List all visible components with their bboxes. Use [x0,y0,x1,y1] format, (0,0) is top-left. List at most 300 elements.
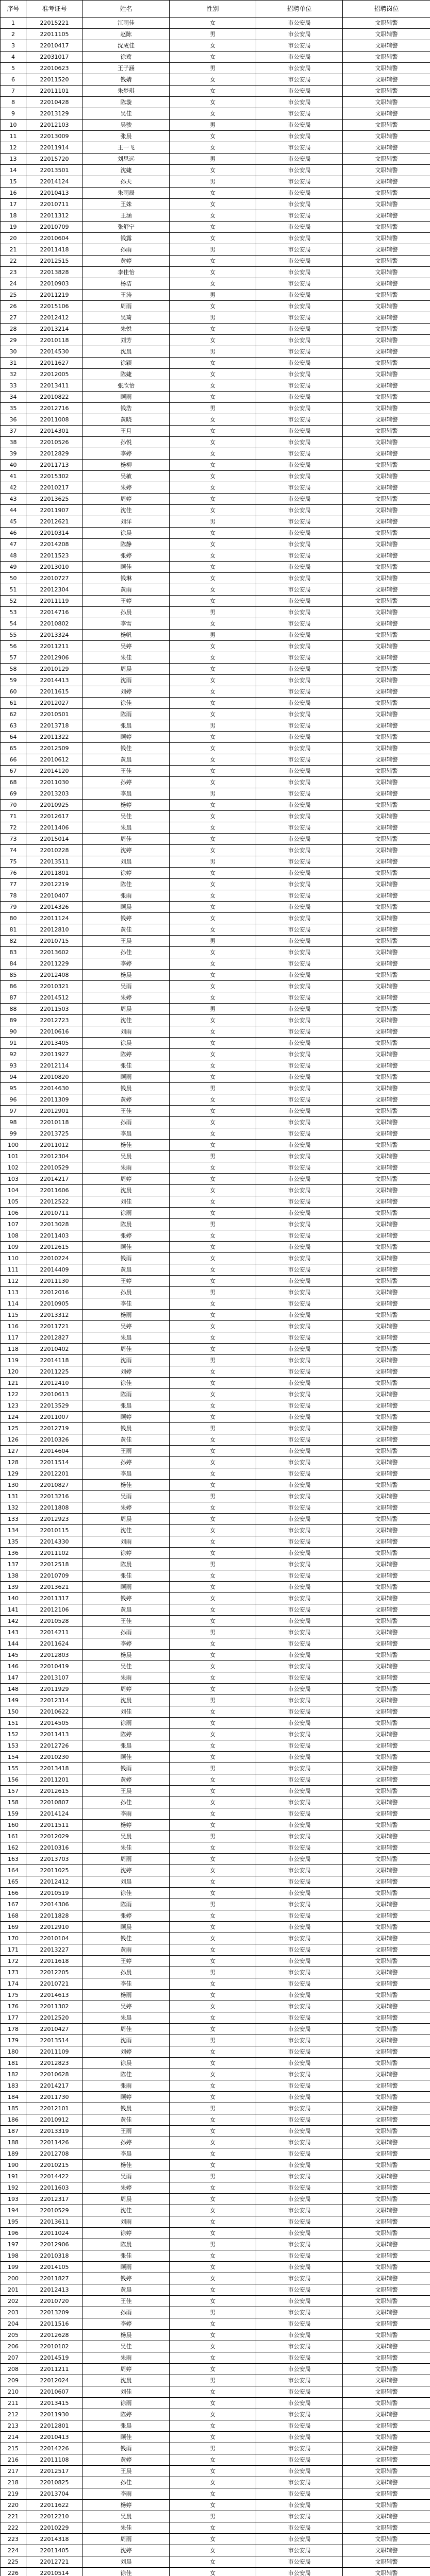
cell-name: 黄婷 [83,1774,170,1786]
cell-sex: 女 [170,1128,256,1140]
cell-name: 江雨佳 [83,18,170,29]
table-row [1,2296,430,2307]
cell-sex: 女 [170,2488,256,2500]
cell-name: 周雨 [83,301,170,312]
cell-number: 143 [1,1627,26,1638]
cell-unit: 市公安局 [256,630,343,641]
cell-sex: 女 [170,1072,256,1083]
cell-name: 徐颖 [83,358,170,369]
cell-ticket: 22011827 [26,2273,83,2284]
cell-sex: 男 [170,607,256,618]
cell-unit: 市公安局 [256,1933,343,1944]
cell-sex: 男 [170,2511,256,2522]
table-row [1,210,430,222]
cell-unit: 市公安局 [256,369,343,380]
cell-post: 文职辅警 [343,482,430,494]
cell-sex: 女 [170,86,256,97]
cell-unit: 市公安局 [256,244,343,256]
cell-post: 文职辅警 [343,573,430,584]
cell-name: 孙悦 [83,437,170,448]
cell-sex: 女 [170,2024,256,2035]
table-row [1,1196,430,1208]
cell-unit: 市公安局 [256,1026,343,1038]
cell-number: 134 [1,1525,26,1536]
cell-post: 文职辅警 [343,86,430,97]
cell-post: 文职辅警 [343,1627,430,1638]
cell-name: 吴敏 [83,471,170,482]
table-row [1,40,430,52]
cell-unit: 市公安局 [256,1922,343,1933]
cell-post: 文职辅警 [343,1151,430,1162]
cell-unit: 市公安局 [256,800,343,811]
cell-sex: 女 [170,324,256,335]
cell-ticket: 22010727 [26,573,83,584]
cell-number: 89 [1,1015,26,1026]
table-row [1,1242,430,1253]
table-row [1,29,430,40]
table-row [1,1933,430,1944]
cell-ticket: 22012024 [26,2375,83,2386]
cell-unit: 市公安局 [256,1956,343,1967]
table-row [1,1570,430,1582]
cell-name: 顾雨 [83,1072,170,1083]
cell-sex: 女 [170,1276,256,1287]
cell-unit: 市公安局 [256,1820,343,1831]
cell-name: 钱婷 [83,1593,170,1604]
cell-ticket: 22012716 [26,403,83,414]
cell-ticket: 22012803 [26,1650,83,1661]
table-row [1,1378,430,1389]
cell-unit: 市公安局 [256,2126,343,2137]
cell-post: 文职辅警 [343,981,430,992]
cell-post: 文职辅警 [343,1264,430,1276]
cell-number: 180 [1,2046,26,2058]
cell-sex: 女 [170,2058,256,2069]
cell-name: 王子涵 [83,63,170,74]
cell-name: 沈佳 [83,1525,170,1536]
cell-unit: 市公安局 [256,856,343,868]
cell-number: 60 [1,686,26,698]
cell-name: 周婷 [83,494,170,505]
cell-name: 钱晨 [83,2103,170,2114]
table-row [1,2103,430,2114]
cell-sex: 女 [170,267,256,278]
cell-unit: 市公安局 [256,1548,343,1559]
cell-post: 文职辅警 [343,2318,430,2330]
cell-number: 79 [1,902,26,913]
cell-number: 179 [1,2035,26,2046]
cell-post: 文职辅警 [343,675,430,686]
table-row [1,1276,430,1287]
cell-ticket: 22012517 [26,2466,83,2477]
cell-name: 周晨 [83,2194,170,2205]
cell-name: 朱佳 [83,1842,170,1854]
cell-unit: 市公安局 [256,1672,343,1684]
cell-post: 文职辅警 [343,1446,430,1457]
cell-name: 张晨 [83,720,170,732]
cell-number: 24 [1,278,26,290]
cell-name: 沈佳 [83,1015,170,1026]
cell-ticket: 22012906 [26,652,83,664]
cell-unit: 市公安局 [256,2522,343,2534]
cell-sex: 女 [170,142,256,154]
table-row [1,1106,430,1117]
cell-post: 文职辅警 [343,1616,430,1627]
cell-sex: 女 [170,1196,256,1208]
cell-number: 150 [1,1706,26,1718]
cell-ticket: 22011109 [26,2046,83,2058]
cell-ticket: 22010721 [26,1978,83,1990]
cell-ticket: 22013511 [26,856,83,868]
cell-sex: 女 [170,1842,256,1854]
cell-unit: 市公安局 [256,2432,343,2443]
cell-ticket: 22011102 [26,1548,83,1559]
cell-ticket: 22013312 [26,1310,83,1321]
cell-number: 44 [1,505,26,516]
table-row [1,267,430,278]
table-row [1,732,430,743]
cell-number: 6 [1,74,26,86]
cell-ticket: 22011219 [26,290,83,301]
table-row [1,1355,430,1366]
cell-post: 文职辅警 [343,256,430,267]
cell-sex: 男 [170,2375,256,2386]
cell-ticket: 22012016 [26,1287,83,1298]
table-row [1,709,430,720]
cell-number: 95 [1,1083,26,1094]
cell-name: 吴雨 [83,1491,170,1502]
cell-ticket: 22013418 [26,1763,83,1774]
cell-unit: 市公安局 [256,664,343,675]
cell-number: 45 [1,516,26,528]
cell-ticket: 22013216 [26,1491,83,1502]
cell-number: 86 [1,981,26,992]
cell-number: 20 [1,233,26,244]
cell-name: 张婷 [83,1230,170,1242]
cell-number: 56 [1,641,26,652]
table-row [1,1956,430,1967]
cell-number: 105 [1,1196,26,1208]
cell-unit: 市公安局 [256,1536,343,1548]
cell-ticket: 22011914 [26,142,83,154]
cell-ticket: 22010616 [26,1026,83,1038]
cell-post: 文职辅警 [343,2194,430,2205]
cell-post: 文职辅警 [343,856,430,868]
table-row [1,2454,430,2466]
cell-sex: 女 [170,573,256,584]
cell-unit: 市公安局 [256,822,343,834]
cell-unit: 市公安局 [256,1808,343,1820]
cell-post: 文职辅警 [343,1967,430,1978]
cell-name: 杨晨 [83,1650,170,1661]
cell-unit: 市公安局 [256,1729,343,1740]
cell-number: 67 [1,766,26,777]
table-row [1,1026,430,1038]
cell-ticket: 22031017 [26,52,83,63]
table-row [1,958,430,970]
cell-sex: 男 [170,1083,256,1094]
table-row [1,301,430,312]
cell-sex: 男 [170,1219,256,1230]
cell-number: 104 [1,1185,26,1196]
cell-number: 40 [1,460,26,471]
cell-number: 162 [1,1842,26,1854]
table-row [1,120,430,131]
cell-ticket: 22013828 [26,267,83,278]
cell-ticket: 22012615 [26,1242,83,1253]
cell-ticket: 22011012 [26,1140,83,1151]
table-row [1,1219,430,1230]
cell-ticket: 22010802 [26,618,83,630]
cell-name: 刘芳 [83,335,170,346]
table-row [1,392,430,403]
cell-unit: 市公安局 [256,2409,343,2420]
cell-name: 刘雨 [83,1536,170,1548]
cell-post: 文职辅警 [343,1083,430,1094]
cell-number: 84 [1,958,26,970]
cell-post: 文职辅警 [343,1344,430,1355]
cell-unit: 市公安局 [256,1400,343,1412]
cell-sex: 女 [170,2160,256,2171]
cell-unit: 市公安局 [256,2443,343,2454]
table-row [1,868,430,879]
cell-sex: 男 [170,1355,256,1366]
cell-name: 张佳 [83,1060,170,1072]
cell-name: 刘雨 [83,2216,170,2228]
cell-unit: 市公安局 [256,1502,343,1514]
table-row [1,1015,430,1026]
cell-unit: 市公安局 [256,1117,343,1128]
cell-unit: 市公安局 [256,74,343,86]
cell-name: 张晨 [83,131,170,142]
cell-unit: 市公安局 [256,924,343,936]
cell-unit: 市公安局 [256,2046,343,2058]
cell-post: 文职辅警 [343,1310,430,1321]
cell-post: 文职辅警 [343,913,430,924]
cell-name: 李晨 [83,1128,170,1140]
cell-number: 88 [1,1004,26,1015]
table-row [1,1876,430,1888]
cell-sex: 女 [170,2545,256,2556]
cell-ticket: 22011130 [26,1276,83,1287]
table-row [1,233,430,244]
cell-ticket: 22010118 [26,1117,83,1128]
cell-unit: 市公安局 [256,1888,343,1899]
cell-post: 文职辅警 [343,1106,430,1117]
cell-sex: 女 [170,1854,256,1865]
cell-name: 周雨 [83,2534,170,2545]
cell-post: 文职辅警 [343,1174,430,1185]
cell-ticket: 22013625 [26,494,83,505]
table-row [1,1208,430,1219]
cell-unit: 市公安局 [256,1740,343,1752]
cell-post: 文职辅警 [343,1820,430,1831]
cell-name: 徐雨 [83,2398,170,2409]
cell-sex: 女 [170,2194,256,2205]
cell-post: 文职辅警 [343,1378,430,1389]
cell-unit: 市公安局 [256,312,343,324]
cell-post: 文职辅警 [343,1117,430,1128]
table-row [1,154,430,165]
cell-ticket: 22010427 [26,2024,83,2035]
cell-sex: 男 [170,936,256,947]
cell-ticket: 22012617 [26,811,83,822]
cell-unit: 市公安局 [256,1582,343,1593]
cell-post: 文职辅警 [343,1888,430,1899]
cell-sex: 女 [170,913,256,924]
cell-post: 文职辅警 [343,2228,430,2239]
cell-sex: 女 [170,1185,256,1196]
table-row [1,584,430,596]
cell-post: 文职辅警 [343,1140,430,1151]
cell-ticket: 22012410 [26,1378,83,1389]
cell-name: 李婷 [83,1638,170,1650]
cell-name: 朱悦 [83,324,170,335]
cell-name: 陈婷 [83,1729,170,1740]
cell-name: 孙佳 [83,1797,170,1808]
cell-number: 220 [1,2500,26,2511]
cell-post: 文职辅警 [343,1049,430,1060]
cell-ticket: 22010419 [26,1661,83,1672]
cell-number: 158 [1,1797,26,1808]
cell-post: 文职辅警 [343,1038,430,1049]
cell-ticket: 22010715 [26,936,83,947]
cell-unit: 市公安局 [256,2466,343,2477]
cell-unit: 市公安局 [256,18,343,29]
cell-sex: 女 [170,1457,256,1468]
cell-name: 顾婷 [83,1412,170,1423]
cell-ticket: 22011201 [26,1774,83,1786]
cell-number: 126 [1,1434,26,1446]
cell-sex: 女 [170,1264,256,1276]
table-row [1,1094,430,1106]
cell-number: 178 [1,2024,26,2035]
cell-name: 吴雨 [83,981,170,992]
cell-unit: 市公安局 [256,981,343,992]
cell-post: 文职辅警 [343,369,430,380]
cell-ticket: 22010825 [26,2477,83,2488]
cell-name: 黄佳 [83,924,170,936]
cell-sex: 女 [170,1412,256,1423]
cell-unit: 市公安局 [256,2250,343,2262]
cell-ticket: 22011511 [26,1820,83,1831]
cell-sex: 女 [170,1774,256,1786]
cell-post: 文职辅警 [343,2126,430,2137]
cell-ticket: 22010326 [26,1434,83,1446]
cell-sex: 女 [170,822,256,834]
cell-sex: 男 [170,403,256,414]
cell-name: 黄雨 [83,584,170,596]
table-row [1,1797,430,1808]
cell-number: 63 [1,720,26,732]
cell-unit: 市公安局 [256,1876,343,1888]
cell-number: 58 [1,664,26,675]
cell-number: 100 [1,1140,26,1151]
cell-name: 刘晨 [83,2556,170,2568]
cell-number: 202 [1,2296,26,2307]
table-row [1,2160,430,2171]
cell-number: 92 [1,1049,26,1060]
table-row [1,2284,430,2296]
cell-name: 朱雨 [83,1672,170,1684]
cell-post: 文职辅警 [343,652,430,664]
table-row [1,2262,430,2273]
cell-sex: 女 [170,1162,256,1174]
cell-post: 文职辅警 [343,2114,430,2126]
table-row [1,2194,430,2205]
cell-number: 201 [1,2284,26,2296]
cell-post: 文职辅警 [343,1865,430,1876]
cell-name: 李婷 [83,2318,170,2330]
table-row [1,1638,430,1650]
cell-unit: 市公安局 [256,1321,343,1332]
cell-sex: 女 [170,550,256,562]
cell-sex: 男 [170,1423,256,1434]
cell-ticket: 22011225 [26,1366,83,1378]
cell-number: 211 [1,2398,26,2409]
cell-number: 68 [1,777,26,788]
table-row [1,1117,430,1128]
table-row [1,1264,430,1276]
cell-number: 94 [1,1072,26,1083]
cell-sex: 男 [170,154,256,165]
table-row [1,1672,430,1684]
cell-post: 文职辅警 [343,346,430,358]
cell-sex: 女 [170,562,256,573]
cell-name: 黄婷 [83,1094,170,1106]
cell-ticket: 22012029 [26,1831,83,1842]
table-row [1,2239,430,2250]
cell-name: 朱婷 [83,992,170,1004]
table-row [1,1650,430,1661]
table-row [1,528,430,539]
cell-name: 沈雨 [83,2035,170,2046]
cell-name: 杨婷 [83,2500,170,2511]
cell-ticket: 22011523 [26,550,83,562]
cell-post: 文职辅警 [343,2352,430,2364]
cell-unit: 市公安局 [256,505,343,516]
cell-ticket: 22013129 [26,108,83,120]
cell-post: 文职辅警 [343,403,430,414]
cell-unit: 市公安局 [256,2296,343,2307]
cell-post: 文职辅警 [343,1752,430,1763]
cell-unit: 市公安局 [256,1434,343,1446]
cell-unit: 市公安局 [256,2103,343,2114]
cell-sex: 男 [170,2307,256,2318]
cell-number: 164 [1,1865,26,1876]
cell-sex: 女 [170,1570,256,1582]
table-row [1,1944,430,1956]
cell-number: 192 [1,2182,26,2194]
cell-name: 陈婷 [83,2409,170,2420]
cell-unit: 市公安局 [256,1196,343,1208]
cell-ticket: 22012726 [26,1740,83,1752]
cell-sex: 女 [170,1718,256,1729]
cell-unit: 市公安局 [256,188,343,199]
cell-ticket: 22014630 [26,1083,83,1094]
table-row [1,131,430,142]
cell-post: 文职辅警 [343,1797,430,1808]
cell-post: 文职辅警 [343,29,430,40]
cell-post: 文职辅警 [343,1400,430,1412]
cell-sex: 女 [170,392,256,403]
cell-unit: 市公安局 [256,1015,343,1026]
cell-sex: 男 [170,120,256,131]
table-row [1,1763,430,1774]
cell-sex: 女 [170,2466,256,2477]
cell-post: 文职辅警 [343,108,430,120]
cell-unit: 市公安局 [256,958,343,970]
